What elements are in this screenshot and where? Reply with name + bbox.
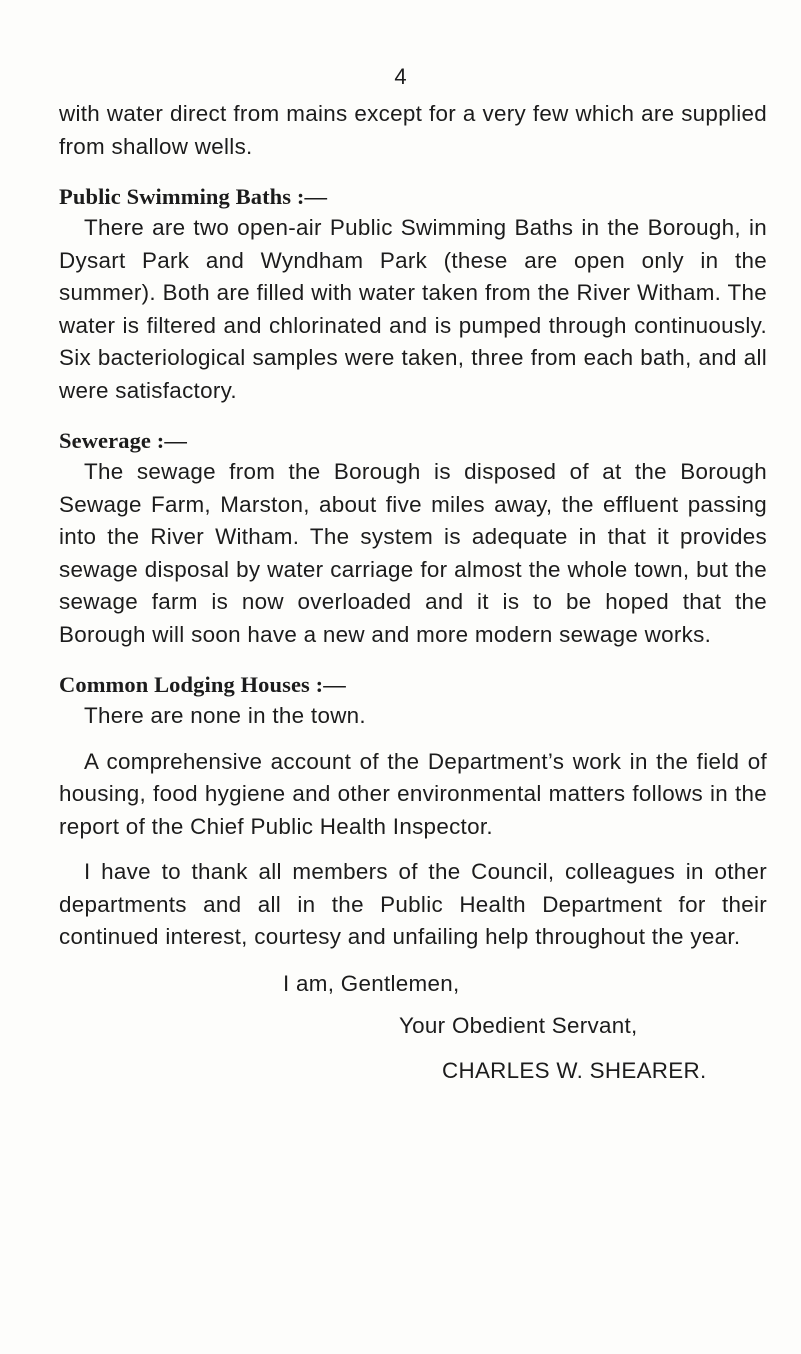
section-paragraph: There are two open-air Public Swimming Baths in the Borough, in Dysart Park and Wyndham Park (these are open only in the summer). Both are filled with water taken from the River Witham. The water is filtered and chlorinated and is pumped through continuously. Six bacteriological samples were taken, three from each bath, and all were satisfactory.	[59, 215, 767, 403]
section-sewerage	[59, 426, 767, 651]
section-paragraph: There are none in the town.	[84, 703, 366, 728]
signature-name: CHARLES W. SHEARER.	[442, 1057, 707, 1083]
signoff-block	[59, 968, 767, 1088]
valediction: Your Obedient Servant,	[399, 1013, 638, 1038]
section-heading: Public Swimming Baths :—	[59, 184, 328, 209]
section-common-lodging-houses	[59, 670, 767, 954]
opening-paragraph: with water direct from mains except for a very few which are supplied from shallow wells.	[59, 101, 767, 159]
section-paragraph: The sewage from the Borough is disposed of at the Borough Sewage Farm, Marston, about five miles away, the effluent passing into the River Witham. The system is adequate in that it provides sewage disposal by water carriage for almost the whole town, but the sewage farm is now overloaded and it is to be hoped that the Borough will soon have a new and more modern sewage works.	[59, 459, 767, 647]
salutation: I am, Gentlemen,	[283, 970, 460, 996]
closing-paragraph-thanks: I have to thank all members of the Council, colleagues in other departments and all in the Public Health Department for their continued interest, courtesy and unfailing help throughout the year.	[59, 859, 767, 949]
page-number: 4	[394, 64, 407, 89]
section-public-swimming-baths	[59, 182, 767, 407]
section-heading: Common Lodging Houses :—	[59, 672, 346, 697]
section-heading: Sewerage :—	[59, 428, 187, 453]
page-content	[59, 98, 767, 1087]
closing-paragraph-inspector: A comprehensive account of the Department’s work in the field of housing, food hygiene and other environmental matters follows in the report of the Chief Public Health Inspector.	[59, 748, 767, 839]
